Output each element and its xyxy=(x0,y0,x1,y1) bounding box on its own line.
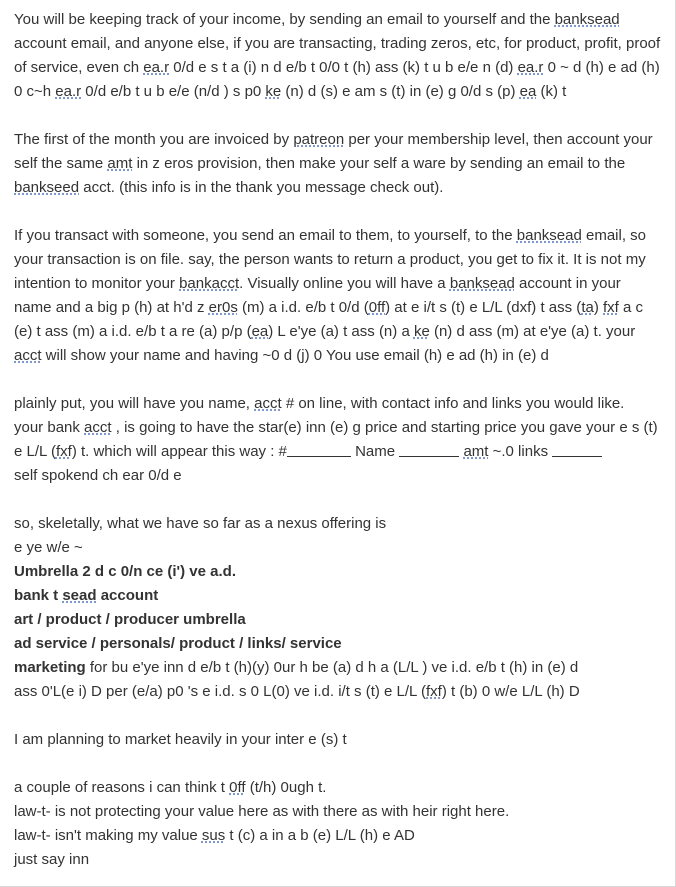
text-line xyxy=(14,632,661,656)
flagged-word: fxf xyxy=(55,443,72,460)
text-run: account in your xyxy=(514,275,621,292)
text-run: 0/d e/b t u b e/e (n/d ) s p0 xyxy=(81,83,266,100)
paragraph-marketing-plan xyxy=(14,728,661,752)
text-run: name and a big p (h) at h'd z xyxy=(14,299,209,316)
text-line xyxy=(14,464,661,488)
flagged-word: ea.r xyxy=(517,59,544,76)
text-run: a couple of reasons i can think t xyxy=(14,779,230,796)
flagged-word: ta xyxy=(581,299,594,316)
flagged-word: 0ff xyxy=(368,299,386,316)
text-line xyxy=(14,56,661,80)
flagged-word: fxf xyxy=(603,299,619,316)
flagged-word: ke xyxy=(413,323,430,340)
text-run: , is going to have the star(e) inn (e) g price and starting price you gave your e s (t) xyxy=(111,419,658,436)
text-line xyxy=(14,824,661,848)
text-line xyxy=(14,344,661,368)
text-line xyxy=(14,584,661,608)
text-line xyxy=(14,848,661,872)
text-run: ~.0 links xyxy=(488,443,553,460)
paragraph-patreon-invoice xyxy=(14,128,661,200)
bold-text: ad service / personals/ product / links/ service xyxy=(14,635,342,652)
flagged-word: fxf xyxy=(426,683,442,700)
text-run: intention to monitor your xyxy=(14,275,180,292)
bold-text: art / product / producer umbrella xyxy=(14,611,246,628)
text-run: law-t- is not protecting your value here as with there as with heir right here. xyxy=(14,803,510,820)
text-line xyxy=(14,416,661,440)
text-run: self the same xyxy=(14,155,108,172)
text-line xyxy=(14,128,661,152)
flagged-word: acct xyxy=(84,419,112,436)
text-run: ) t. which will appear this way : # xyxy=(71,443,287,460)
text-run: (m) a i.d. e/b t 0/d ( xyxy=(237,299,369,316)
flagged-word: ke xyxy=(265,83,282,100)
text-line xyxy=(14,680,661,704)
paragraph-nexus-offering xyxy=(14,512,661,704)
flagged-word: er0s xyxy=(208,299,238,316)
paragraph-transactions xyxy=(14,224,661,368)
flagged-word: banksead xyxy=(449,275,515,292)
paragraph-account-display xyxy=(14,392,661,488)
text-line xyxy=(14,32,661,56)
text-run: your transaction is on file. say, the person wants to return a product, you get to fix it. It is not my xyxy=(14,251,646,268)
text-run: per your membership level, then account your xyxy=(344,131,653,148)
text-run: (t/h) 0ugh t. xyxy=(245,779,327,796)
text-run: a c xyxy=(618,299,644,316)
text-line xyxy=(14,440,661,464)
text-run: email, so xyxy=(581,227,647,244)
text-line xyxy=(14,224,661,248)
text-line xyxy=(14,320,661,344)
fill-in-blank xyxy=(399,442,459,457)
flagged-word: amt xyxy=(107,155,133,172)
text-line xyxy=(14,296,661,320)
flagged-word: bankacct xyxy=(179,275,240,292)
text-line xyxy=(14,608,661,632)
text-run: 0 ~ d (h) e ad (h) xyxy=(543,59,660,76)
text-run: # on line, with contact info and links you would like. xyxy=(281,395,625,412)
bold-text: bank t xyxy=(14,587,63,604)
fill-in-blank xyxy=(552,442,602,457)
text-run: ) xyxy=(593,299,603,316)
text-run: so, skeletally, what we have so far as a nexus offering is xyxy=(14,515,387,532)
flagged-word: bankseed xyxy=(14,179,80,196)
text-run: (e) t ass (m) a i.d. e/b t a re (a) p/p ( xyxy=(14,323,252,340)
text-line xyxy=(14,512,661,536)
bold-flagged-word: sead xyxy=(62,587,97,604)
text-line xyxy=(14,248,661,272)
paragraph-income-tracking xyxy=(14,8,661,104)
text-run: 0 c~h xyxy=(14,83,56,100)
text-run: acct. (this info is in the thank you message check out). xyxy=(79,179,444,196)
text-run: Name xyxy=(350,443,400,460)
text-line xyxy=(14,80,661,104)
text-run: 0/d e s t a (i) n d e/b t 0/0 t (h) ass (k) t u b e/e n (d) xyxy=(169,59,518,76)
flagged-word: banksead xyxy=(516,227,582,244)
text-run: e L/L ( xyxy=(14,443,56,460)
text-run: your bank xyxy=(14,419,85,436)
flagged-word: 0ff xyxy=(229,779,246,796)
text-run: t (c) a in a b (e) L/L (h) e AD xyxy=(225,827,415,844)
text-run: law-t- isn't making my value xyxy=(14,827,202,844)
text-run: will show your name and having ~0 d (j) 0 You use email (h) e ad (h) in (e) d xyxy=(41,347,549,364)
text-line xyxy=(14,152,661,176)
flagged-word: ea xyxy=(251,323,269,340)
text-line xyxy=(14,560,661,584)
text-run: just say inn xyxy=(14,851,90,868)
text-run: ) at e i/t s (t) e L/L (dxf) t ass ( xyxy=(385,299,582,316)
text-run: account email, and anyone else, if you are transacting, trading zeros, etc, for product, profit, proof xyxy=(14,35,661,52)
flagged-word: acct xyxy=(254,395,282,412)
bold-text: marketing xyxy=(14,659,86,676)
text-line xyxy=(14,8,661,32)
text-run: You will be keeping track of your income, by sending an email to yourself and the xyxy=(14,11,555,28)
text-line xyxy=(14,176,661,200)
text-run: plainly put, you will have you name, xyxy=(14,395,255,412)
flagged-word: ea xyxy=(519,83,537,100)
text-run: of service, even ch xyxy=(14,59,144,76)
flagged-word: ea.r xyxy=(55,83,82,100)
text-run: If you transact with someone, you send an email to them, to yourself, to the xyxy=(14,227,517,244)
text-line xyxy=(14,800,661,824)
text-run: I am planning to market heavily in your inter e (s) t xyxy=(14,731,347,748)
text-line xyxy=(14,392,661,416)
flagged-word: sus xyxy=(201,827,226,844)
text-run: e ye w/e ~ xyxy=(14,539,83,556)
flagged-word: amt xyxy=(463,443,489,460)
bold-text: account xyxy=(96,587,159,604)
bold-text: Umbrella 2 d c 0/n ce (i') ve a.d. xyxy=(14,563,236,580)
flagged-word: patreon xyxy=(293,131,345,148)
fill-in-blank xyxy=(287,442,351,457)
text-run: . Visually online you will have a xyxy=(239,275,450,292)
text-line xyxy=(14,536,661,560)
flagged-word: banksead xyxy=(554,11,620,28)
text-run: (n) d ass (m) at e'ye (a) t. your xyxy=(429,323,636,340)
text-run: ) t (b) 0 w/e L/L (h) D xyxy=(441,683,580,700)
text-line xyxy=(14,776,661,800)
text-run: in z eros provision, then make your self a ware by sending an email to the xyxy=(132,155,626,172)
text-run: ass 0'L(e i) D per (e/a) p0 's e i.d. s 0 L(0) ve i.d. i/t s (t) e L/L ( xyxy=(14,683,426,700)
paragraph-reasons xyxy=(14,776,661,872)
text-run: self spokend ch ear 0/d e xyxy=(14,467,182,484)
text-run: (n) d (s) e am s (t) in (e) g 0/d s (p) xyxy=(281,83,520,100)
text-run: ) L e'ye (a) t ass (n) a xyxy=(268,323,414,340)
flagged-word: ea.r xyxy=(143,59,170,76)
flagged-word: acct xyxy=(14,347,42,364)
text-run: for bu e'ye inn d e/b t (h)(y) 0ur h be (a) d h a (L/L ) ve i.d. e/b t (h) in (e) d xyxy=(85,659,579,676)
text-run: (k) t xyxy=(536,83,567,100)
text-line xyxy=(14,728,661,752)
text-line xyxy=(14,656,661,680)
text-line xyxy=(14,272,661,296)
text-run: The first of the month you are invoiced by xyxy=(14,131,294,148)
